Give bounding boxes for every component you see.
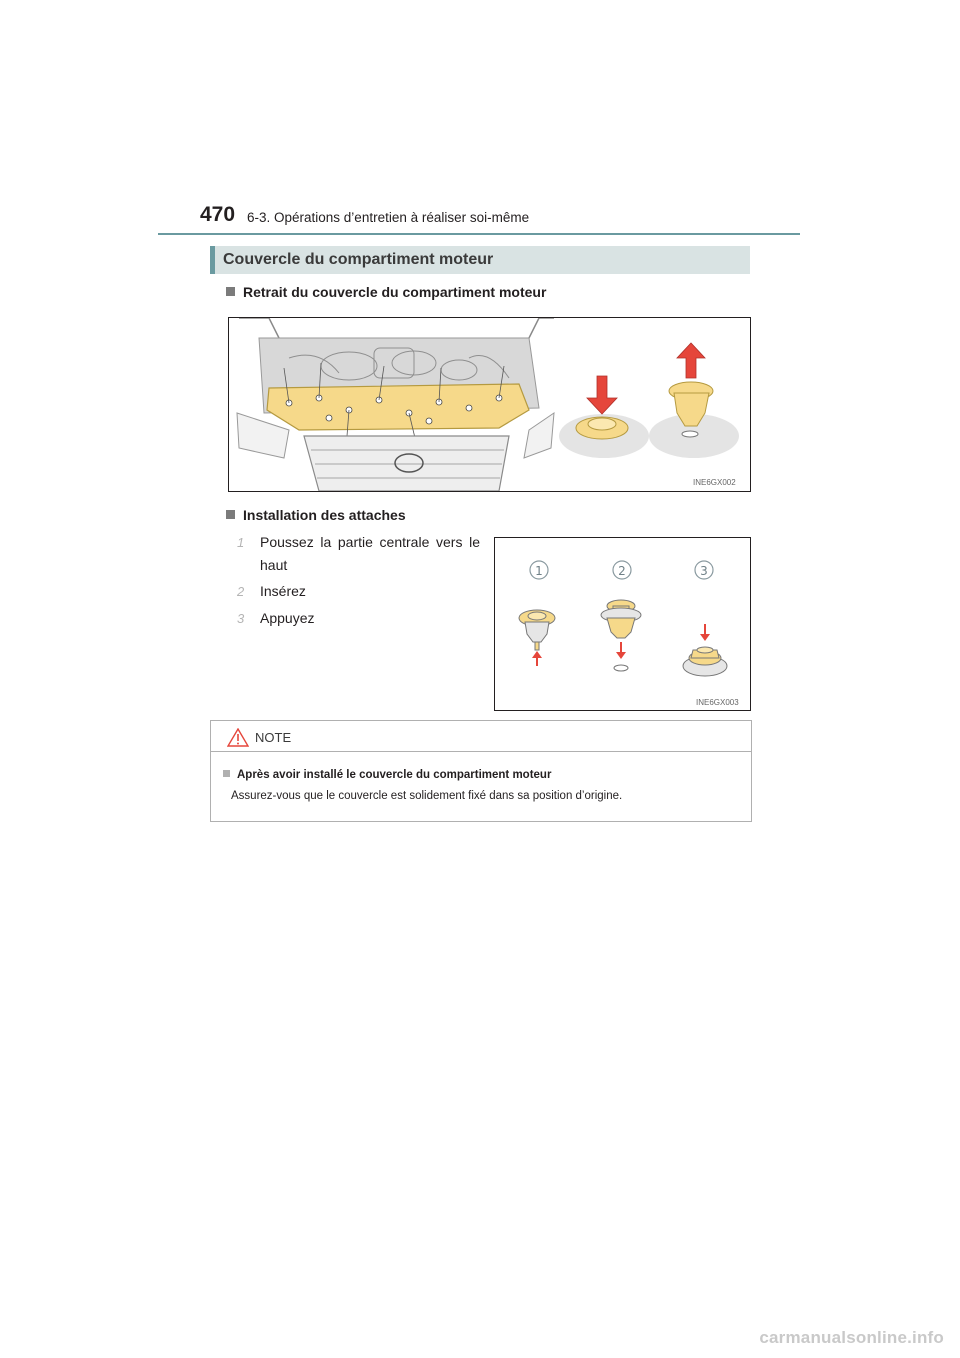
figure-code: INE6GX002 [693,478,736,487]
clip-installation-figure [494,537,751,711]
square-bullet-icon [226,287,235,296]
step-text-3: Appuyez [260,610,315,626]
engine-illustration [229,318,750,491]
step-number-1: 1 [237,535,245,550]
section-title: Couvercle du compartiment moteur [223,251,494,268]
note-box [210,720,752,822]
figure-label-3: 3 [700,564,708,578]
step-text-1: Poussez la partie centrale vers le haut [260,534,480,573]
section-accent [210,246,215,274]
engine-cover-removal-figure [228,317,751,492]
warning-triangle-icon [227,728,249,747]
note-body: Assurez-vous que le couvercle est solidement fixé dans sa position d’origine. [231,790,623,802]
removal-heading [226,284,546,300]
chapter-title: 6-3. Opérations d’entretien à réaliser soi-même [247,210,530,225]
installation-heading [226,507,406,523]
step-number-2: 2 [237,584,245,599]
page-number: 470 [200,203,236,226]
header-divider [158,233,800,235]
watermark: carmanualsonline.info [759,1328,944,1347]
figure-label-2: 2 [618,564,626,578]
section-header [210,246,750,274]
step-text-2: Insérez [260,583,306,599]
clip-illustration [495,538,750,710]
removal-heading-text: Retrait du couvercle du compartiment moteur [243,284,547,300]
note-subheading [223,769,551,781]
step-number-3: 3 [237,611,245,626]
figure-code: INE6GX003 [696,698,739,707]
note-title: NOTE [255,730,292,745]
note-subheading-text: Après avoir installé le couvercle du compartiment moteur [237,769,552,781]
note-header [211,721,751,752]
installation-heading-text: Installation des attaches [243,507,406,523]
square-bullet-icon [223,770,230,777]
square-bullet-icon [226,510,235,519]
figure-label-1: 1 [535,564,543,578]
